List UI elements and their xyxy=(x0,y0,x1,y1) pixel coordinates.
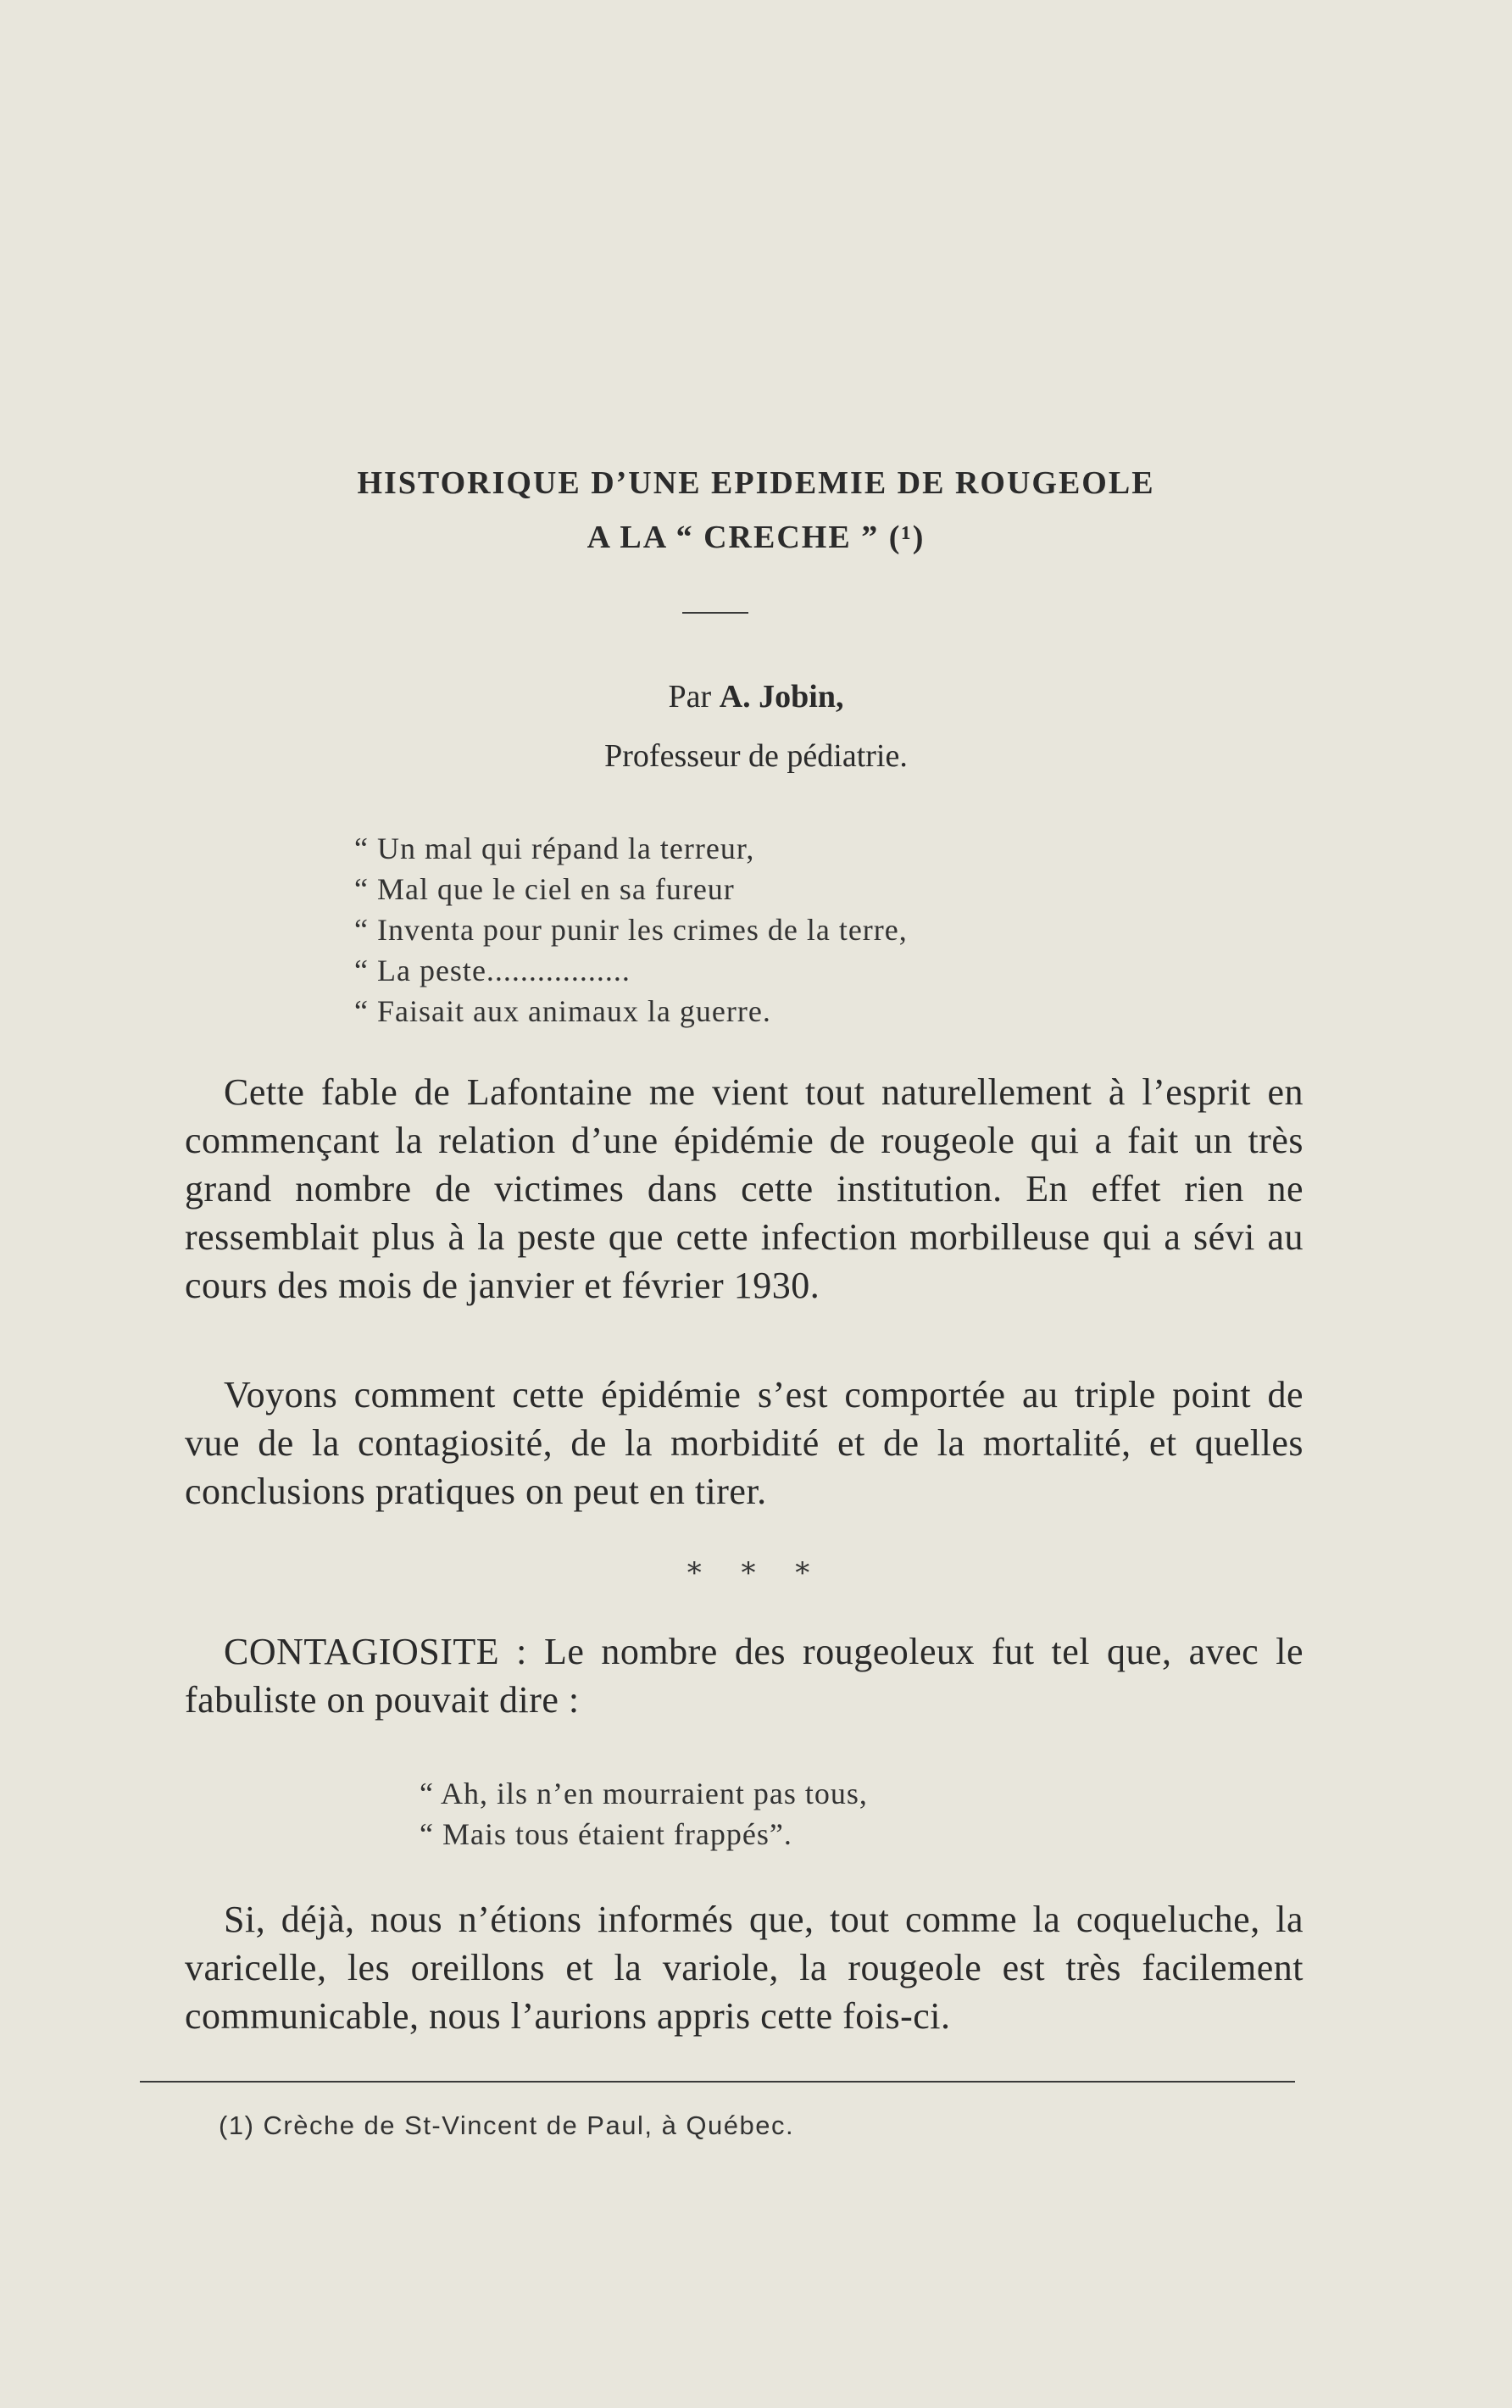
paragraph-1 xyxy=(185,1068,1304,1310)
paragraph-1-text: Cette fable de Lafontaine me vient tout naturellement à l’esprit en commençant la relation d’une épidémie de rougeole qui a fait un très grand nombre de victimes dans cette institution. En effet rien ne ressemblait plus à la peste que cette infection morbilleuse qui a sévi au cours des mois de janvier et février 1930. xyxy=(185,1071,1304,1306)
article-title-line-2: A LA “ CRECHE ” (¹) xyxy=(586,520,926,555)
paragraph-4 xyxy=(185,1895,1304,2040)
paragraph-3 xyxy=(185,1627,1304,1724)
epigraph-line: “ Inventa pour punir les crimes de la terre, xyxy=(354,913,908,947)
epigraph-line: “ Faisait aux animaux la guerre. xyxy=(354,994,771,1028)
section-separator: * * * xyxy=(687,1556,825,1590)
author-name: A. Jobin, xyxy=(719,679,844,715)
paragraph-2-text: Voyons comment cette épidémie s’est comportée au triple point de vue de la contagiosité, de la morbidité et de la mortalité, et quelles conclusions pratiques on peut en tirer. xyxy=(185,1374,1304,1512)
paragraph-4-text: Si, déjà, nous n’étions informés que, tout comme la coqueluche, la varicelle, les oreillons et la variole, la rougeole est très facilement communicable, nous l’aurions appris cette fois-ci. xyxy=(185,1899,1304,2037)
epigraph-line: “ Mal que le ciel en sa fureur xyxy=(354,872,735,906)
paragraph-3-text: CONTAGIOSITE : Le nombre des rougeoleux fut tel que, avec le fabuliste on pouvait dire : xyxy=(185,1631,1304,1721)
author-role: Professeur de pédiatrie. xyxy=(604,738,908,774)
author-line xyxy=(0,678,1512,715)
quote-line: “ Ah, ils n’en mourraient pas tous, xyxy=(420,1777,868,1810)
epigraph-line: “ Un mal qui répand la terreur, xyxy=(354,831,755,865)
quote-line: “ Mais tous étaient frappés”. xyxy=(420,1817,792,1851)
author-prefix: Par xyxy=(668,679,720,715)
article-title-line-1: HISTORIQUE D’UNE EPIDEMIE DE ROUGEOLE xyxy=(357,465,1155,501)
paragraph-2 xyxy=(185,1371,1304,1515)
footnote: (1) Crèche de St-Vincent de Paul, à Québec. xyxy=(219,2110,795,2140)
epigraph-line: “ La peste................. xyxy=(354,954,631,987)
title-divider xyxy=(682,612,748,614)
footnote-divider xyxy=(140,2081,1295,2083)
